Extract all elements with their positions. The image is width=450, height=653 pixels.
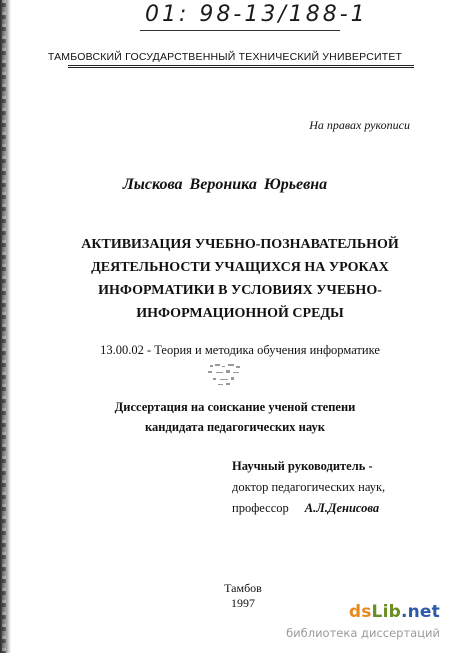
scan-shadow-edge bbox=[0, 0, 11, 653]
title-line: ИНФОРМАЦИОННОЙ СРЕДЫ bbox=[136, 306, 344, 321]
header-rule-double bbox=[68, 67, 414, 68]
call-number-underline bbox=[140, 30, 340, 31]
advisor-title: профессор bbox=[232, 501, 289, 515]
logo-ds: ds bbox=[348, 602, 372, 622]
dslib-logo bbox=[349, 602, 440, 622]
advisor-block bbox=[232, 456, 385, 519]
title-line: АКТИВИЗАЦИЯ УЧЕБНО-ПОЗНАВАТЕЛЬНОЙ bbox=[81, 237, 399, 252]
header-rule bbox=[68, 65, 414, 66]
degree-line: кандидата педагогических наук bbox=[145, 420, 325, 434]
logo-lib: Lib bbox=[371, 602, 401, 622]
degree-line: Диссертация на соискание ученой степени bbox=[114, 400, 356, 414]
advisor-role: Научный руководитель - bbox=[232, 459, 373, 473]
handwritten-call-number: 01: 98-13/188-1 bbox=[145, 2, 368, 27]
author-name: Лыскова Вероника Юрьевна bbox=[122, 176, 328, 193]
dissertation-title bbox=[60, 233, 420, 325]
logo-net: .net bbox=[400, 602, 440, 622]
title-line: ИНФОРМАТИКИ В УСЛОВИЯХ УЧЕБНО- bbox=[98, 283, 382, 298]
advisor-name: А.Л.Денисова bbox=[304, 501, 380, 515]
library-stamp-mark bbox=[204, 361, 250, 389]
specialty-code: 13.00.02 - Теория и методика обучения информатике bbox=[100, 343, 380, 357]
advisor-title-line bbox=[232, 498, 385, 519]
advisor-degree: доктор педагогических наук, bbox=[232, 480, 386, 494]
title-line: ДЕЯТЕЛЬНОСТИ УЧАЩИХСЯ НА УРОКАХ bbox=[91, 260, 389, 275]
dissertation-degree bbox=[0, 397, 450, 437]
manuscript-note: На правах рукописи bbox=[309, 118, 410, 132]
city: Тамбов bbox=[224, 581, 262, 595]
year: 1997 bbox=[231, 596, 255, 610]
dslib-tagline: библиотека диссертаций bbox=[286, 626, 440, 640]
university-name: ТАМБОВСКИЙ ГОСУДАРСТВЕННЫЙ ТЕХНИЧЕСКИЙ УНИВЕРСИТЕТ bbox=[47, 51, 403, 63]
dslib-watermark bbox=[272, 602, 448, 652]
